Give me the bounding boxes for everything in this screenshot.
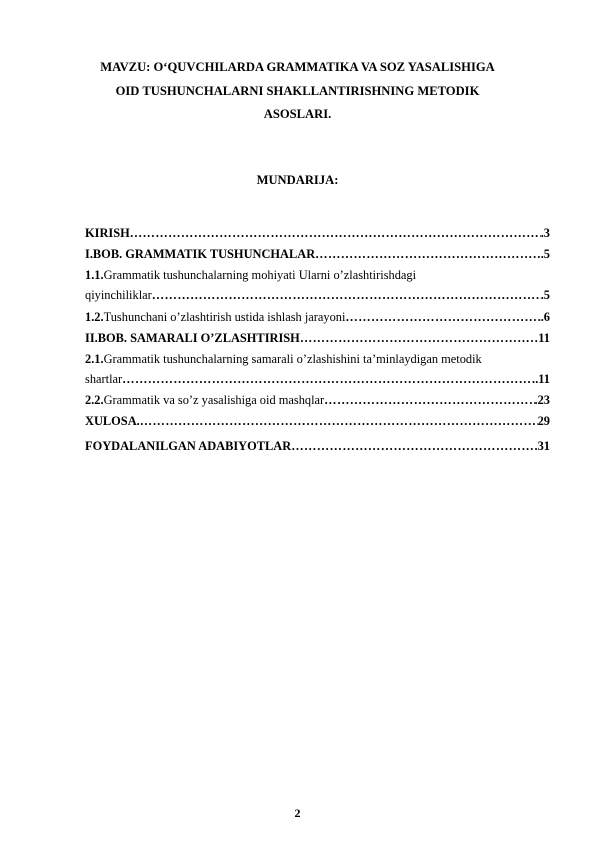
table-of-contents <box>85 223 550 457</box>
toc-entry-text: shartlar <box>85 371 123 386</box>
toc-leader-dots <box>324 390 534 411</box>
contents-heading: MUNDARIJA: <box>256 173 339 187</box>
toc-leader-dots <box>152 285 541 306</box>
toc-entry-kirish <box>85 223 550 244</box>
toc-entry-page: .11 <box>535 371 550 386</box>
toc-entry-page: 29 <box>537 414 550 429</box>
toc-entry-references <box>85 436 550 457</box>
toc-entry-text: Grammatik va so’z yasalishiga oid mashqlar <box>103 393 325 408</box>
toc-entry-label: II.BOB. SAMARALI O’ZLASHTIRISH <box>85 330 300 345</box>
toc-leader-dots <box>130 223 541 244</box>
toc-section-number: 2.2. <box>85 393 104 408</box>
toc-entry-text: Grammatik tushunchalarning samarali o’zlashishini ta’minlaydigan metodik <box>103 351 482 366</box>
toc-entry-text: Tushunchani o’zlashtirish ustida ishlash jarayoni <box>103 309 346 324</box>
toc-entry-2-1-line-2 <box>85 369 550 390</box>
toc-entry-xulosa <box>85 411 550 432</box>
title-line-1: MAVZU: O‘QUVCHILARDA GRAMMATIKA VA SOZ YASALISHIGA <box>100 60 495 74</box>
toc-section-number: 1.1. <box>85 268 104 283</box>
toc-leader-dots <box>345 307 540 328</box>
document-title <box>60 56 535 127</box>
toc-entry-page: .31 <box>534 438 550 453</box>
toc-entry-page: .3 <box>540 226 550 240</box>
toc-entry-page: .5 <box>540 247 550 262</box>
toc-leader-dots <box>315 244 541 265</box>
toc-entry-page: 11 <box>538 330 550 345</box>
toc-entry-page: .6 <box>540 309 550 324</box>
toc-entry-label: I.BOB. GRAMMATIK TUSHUNCHALAR <box>85 247 316 262</box>
toc-leader-dots <box>300 328 538 349</box>
toc-entry-page: .5 <box>540 288 550 303</box>
title-line-2: OID TUSHUNCHALARNI SHAKLLANTIRISHNING METODIK <box>115 83 480 98</box>
toc-entry-page: .23 <box>534 393 550 408</box>
toc-section-number: 1.2. <box>85 309 104 324</box>
toc-entry-1-1-line-2 <box>85 285 550 306</box>
toc-entry-1-2 <box>85 307 550 328</box>
toc-section-number: 2.1. <box>85 351 104 366</box>
toc-leader-dots <box>122 369 535 390</box>
page-number: 2 <box>294 806 301 820</box>
toc-entry-chapter-2 <box>85 328 550 349</box>
toc-entry-chapter-1 <box>85 244 550 265</box>
toc-entry-text: Grammatik tushunchalarning mohiyati Ularni o’zlashtirishdagi <box>103 268 417 283</box>
title-line-3: ASOSLARI. <box>263 107 332 121</box>
toc-entry-label: KIRISH <box>85 226 130 240</box>
toc-entry-label: FOYDALANILGAN ADABIYOTLAR <box>85 438 292 453</box>
toc-entry-2-1-line-1 <box>85 349 550 369</box>
toc-entry-2-2 <box>85 390 550 411</box>
toc-leader-dots <box>291 436 534 457</box>
toc-leader-dots <box>140 411 538 432</box>
toc-entry-text: qiyinchiliklar <box>85 288 152 303</box>
toc-entry-label: XULOSA. <box>85 414 140 429</box>
toc-entry-1-1-line-1 <box>85 265 550 285</box>
